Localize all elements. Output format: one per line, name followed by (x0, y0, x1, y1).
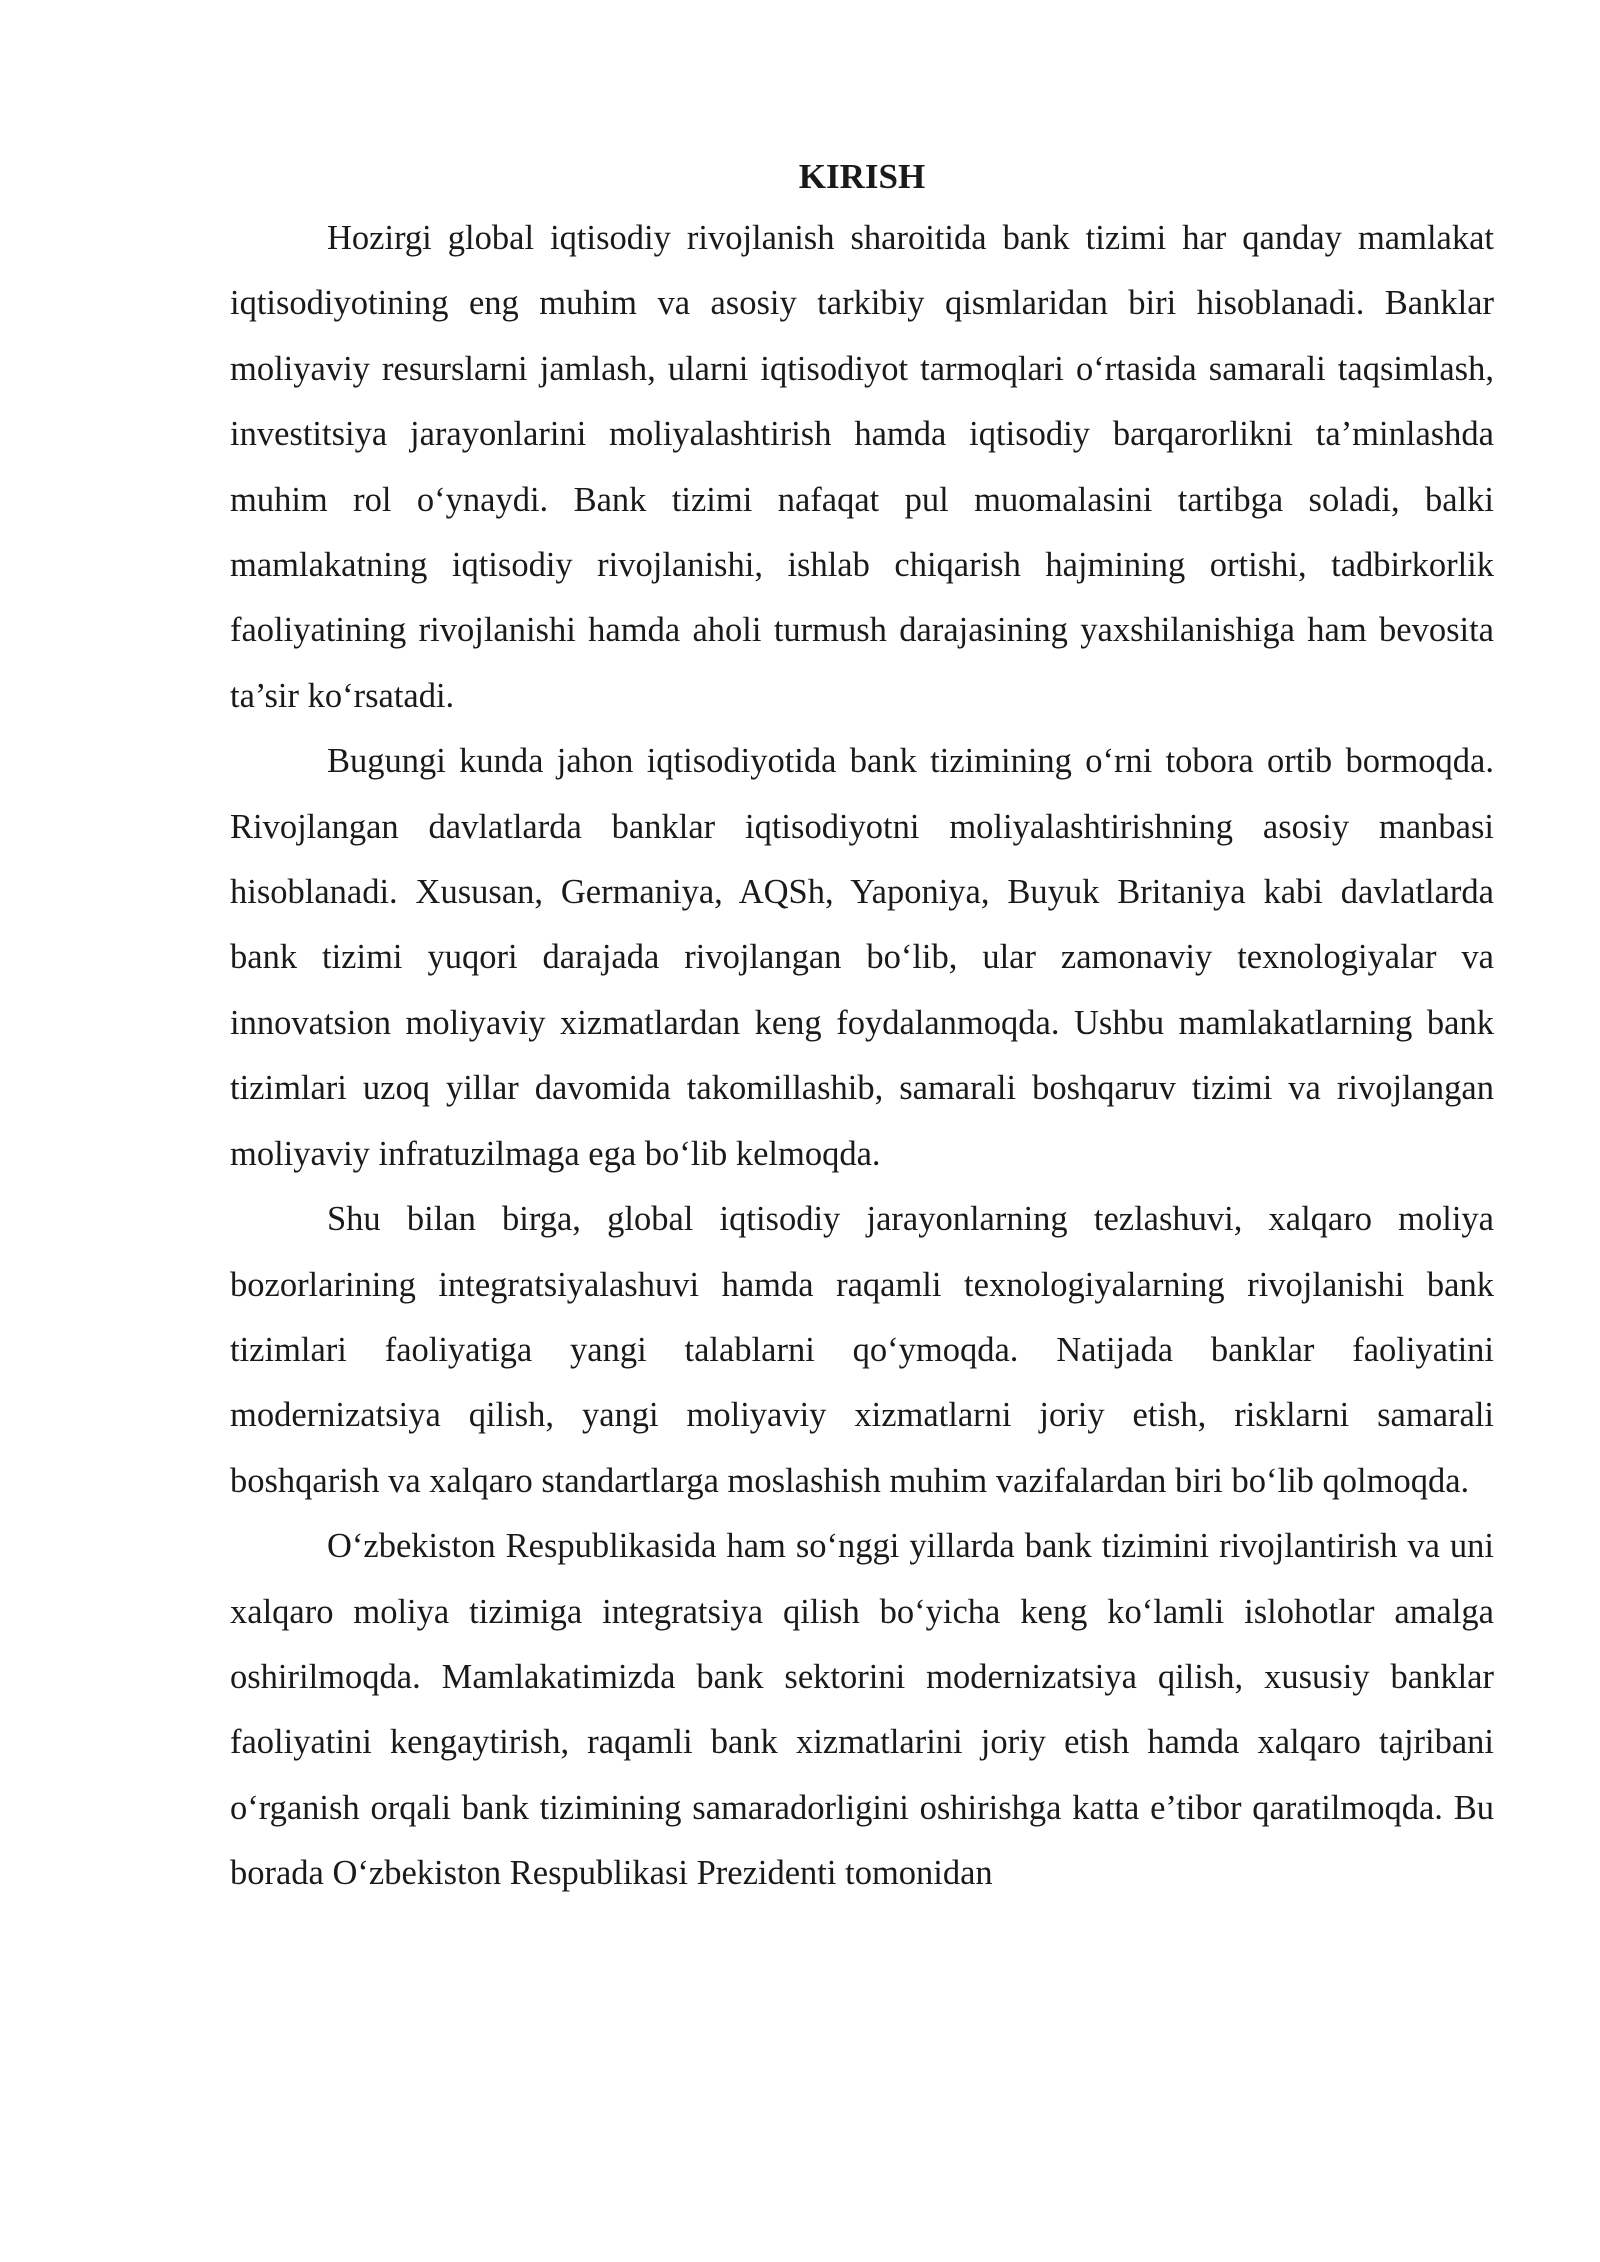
section-title: KIRISH (798, 157, 926, 196)
paragraph-1: Hozirgi global iqtisodiy rivojlanish sharoitida bank tizimi har qanday mamlakat iqtisodiyotining eng muhim va asosiy tarkibiy qismlaridan biri hisoblanadi. Banklar moliyaviy resurslarni jamlash, ularni iqtisodiyot tarmoqlari o‘rtasida samarali taqsimlash, investitsiya jarayonlarini moliyalashtirish hamda iqtisodiy barqarorlikni ta’minlashda muhim rol o‘ynaydi. Bank tizimi nafaqat pul muomalasini tartibga soladi, balki mamlakatning iqtisodiy rivojlanishi, ishlab chiqarish hajmining ortishi, tadbirkorlik faoliyatining rivojlanishi hamda aholi turmush darajasining yaxshilanishiga ham bevosita ta’sir ko‘rsatadi. (230, 219, 1494, 715)
page-body (230, 148, 1494, 1907)
paragraph-2: Bugungi kunda jahon iqtisodiyotida bank tizimining o‘rni tobora ortib bormoqda. Rivojlangan davlatlarda banklar iqtisodiyotni moliyalashtirishning asosiy manbasi hisoblanadi. Xususan, Germaniya, AQSh, Yaponiya, Buyuk Britaniya kabi davlatlarda bank tizimi yuqori darajada rivojlangan bo‘lib, ular zamonaviy texnologiyalar va innovatsion moliyaviy xizmatlardan keng foydalanmoqda. Ushbu mamlakatlarning bank tizimlari uzoq yillar davomida takomillashib, samarali boshqaruv tizimi va rivojlangan moliyaviy infratuzilmaga ega bo‘lib kelmoqda. (230, 742, 1494, 1173)
paragraph-3: Shu bilan birga, global iqtisodiy jarayonlarning tezlashuvi, xalqaro moliya bozorlarining integratsiyalashuvi hamda raqamli texnologiyalarning rivojlanishi bank tizimlari faoliyatiga yangi talablarni qo‘ymoqda. Natijada banklar faoliyatini modernizatsiya qilish, yangi moliyaviy xizmatlarni joriy etish, risklarni samarali boshqarish va xalqaro standartlarga moslashish muhim vazifalardan biri bo‘lib qolmoqda. (230, 1200, 1494, 1500)
paragraph-4: O‘zbekiston Respublikasida ham so‘nggi yillarda bank tizimini rivojlantirish va uni xalqaro moliya tizimiga integratsiya qilish bo‘yicha keng ko‘lamli islohotlar amalga oshirilmoqda. Mamlakatimizda bank sektorini modernizatsiya qilish, xususiy banklar faoliyatini kengaytirish, raqamli bank xizmatlarini joriy etish hamda xalqaro tajribani o‘rganish orqali bank tizimining samaradorligini oshirishga katta e’tibor qaratilmoqda. Bu borada O‘zbekiston Respublikasi Prezidenti tomonidan (230, 1527, 1494, 1893)
